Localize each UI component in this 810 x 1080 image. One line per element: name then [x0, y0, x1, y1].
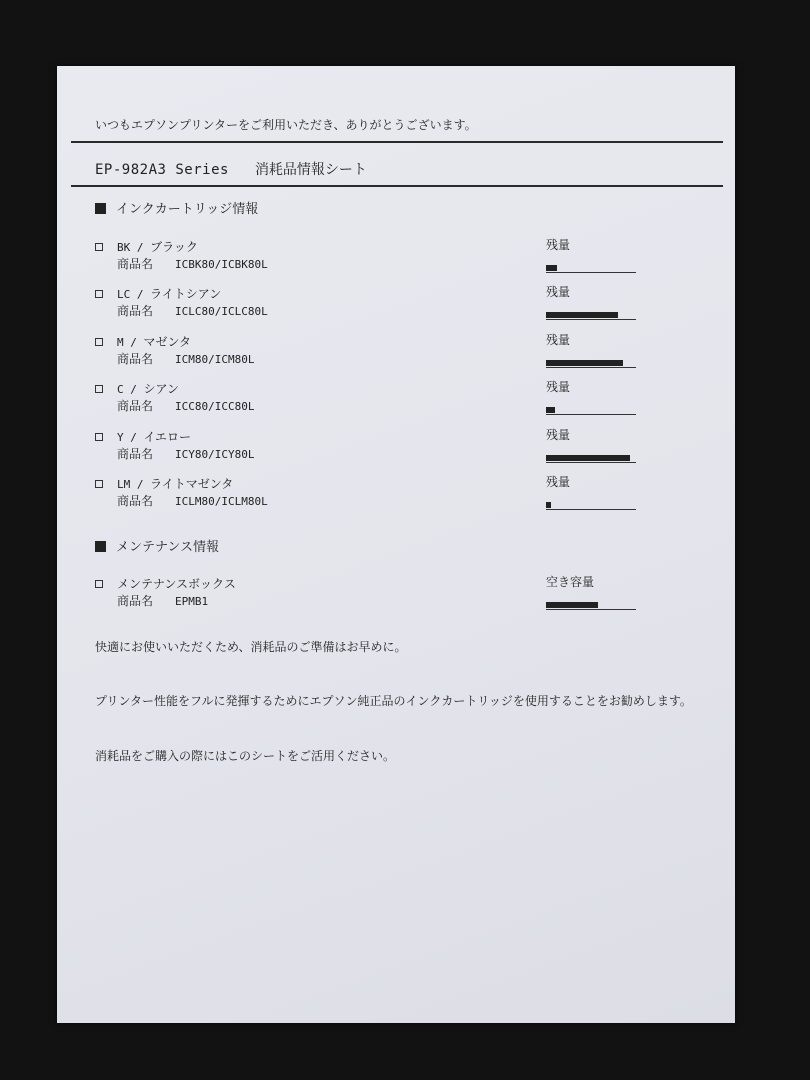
level-fill — [546, 265, 557, 271]
maintenance-section-heading: メンテナンス情報 — [95, 536, 219, 555]
note-genuine-ink: プリンター性能をフルに発揮するためにエプソン純正品のインクカートリッジを使用することをお勧めします。 — [95, 694, 692, 708]
checkbox-icon — [95, 433, 103, 441]
level-fill — [546, 455, 630, 461]
level-fill — [546, 502, 551, 508]
level-gauge — [546, 501, 636, 510]
sheet-title — [95, 159, 367, 179]
ink-item-bk: BK / ブラック 商品名 ICBK80/ICBK80L 残量 — [95, 238, 705, 282]
checkbox-icon — [95, 290, 103, 298]
header-bottom-rule — [71, 185, 723, 187]
printer-model: EP-982A3 Series — [95, 162, 229, 178]
ink-item-c: C / シアン 商品名 ICC80/ICC80L 残量 — [95, 380, 705, 424]
header-top-rule — [71, 141, 723, 143]
ink-item-y: Y / イエロー 商品名 ICY80/ICY80L 残量 — [95, 428, 705, 472]
level-gauge — [546, 359, 636, 368]
note-prepare-early: 快適にお使いいただくため、消耗品のご準備はお早めに。 — [95, 640, 407, 654]
checkbox-icon — [95, 385, 103, 393]
level-fill — [546, 312, 618, 318]
ink-item-lm: LM / ライトマゼンタ 商品名 ICLM80/ICLM80L 残量 — [95, 475, 705, 519]
capacity-fill — [546, 602, 598, 608]
checkbox-icon — [95, 243, 103, 251]
filled-square-icon — [95, 203, 106, 214]
greeting-text: いつもエプソンプリンターをご利用いただき、ありがとうございます。 — [95, 118, 477, 132]
checkbox-icon — [95, 338, 103, 346]
maintenance-box-item: メンテナンスボックス 商品名 EPMB1 空き容量 — [95, 575, 705, 619]
level-gauge — [546, 311, 636, 320]
level-gauge — [546, 406, 636, 415]
note-use-sheet: 消耗品をご購入の際にはこのシートをご活用ください。 — [95, 749, 396, 763]
supplies-info-sheet — [57, 66, 735, 1023]
checkbox-icon — [95, 580, 103, 588]
ink-section-heading: インクカートリッジ情報 — [95, 198, 258, 217]
level-fill — [546, 407, 555, 413]
sheet-name: 消耗品情報シート — [254, 162, 367, 178]
ink-item-lc: LC / ライトシアン 商品名 ICLC80/ICLC80L 残量 — [95, 285, 705, 329]
level-gauge — [546, 264, 636, 273]
ink-item-m: M / マゼンタ 商品名 ICM80/ICM80L 残量 — [95, 333, 705, 377]
level-fill — [546, 360, 623, 366]
capacity-gauge — [546, 601, 636, 610]
checkbox-icon — [95, 480, 103, 488]
filled-square-icon — [95, 541, 106, 552]
level-gauge — [546, 454, 636, 463]
